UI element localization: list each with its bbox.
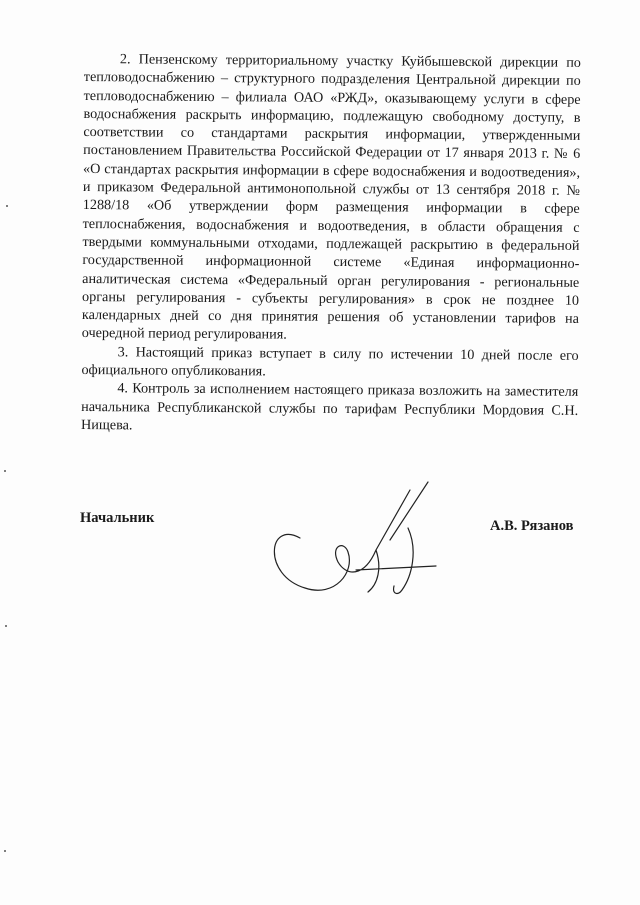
paragraph-4: 4. Контроль за исполнением настоящего приказа возложить на заместителя начальника Республиканской службы по тарифам Республики Мордовия С.Н. Нищева. <box>80 380 579 434</box>
scan-artifact <box>4 850 6 852</box>
document-body <box>81 50 581 438</box>
scan-artifact <box>5 625 7 627</box>
signer-title: Начальник <box>80 510 155 526</box>
scan-artifact <box>4 470 6 472</box>
handwritten-signature <box>260 480 500 610</box>
scan-artifact <box>6 205 8 207</box>
paragraph-3: 3. Настоящий приказ вступает в силу по истечении 10 дней после его официального опубликования. <box>81 344 579 380</box>
signature-block <box>80 498 590 618</box>
signer-name: А.В. Рязанов <box>490 518 574 534</box>
paragraph-2: 2. Пензенскому территориальному участку Куйбышевской дирекции по тепловодоснабжению – структурного подразделения Центральной дирекции по тепловодоснабжению – филиала ОАО «РЖД», оказывающему услуги в сфере водоснабжения раскрыть информацию, подлежащую свободному доступу, в соответствии со стандартами раскрытия информации, утвержденными постановлением Правительства Российской Федерации от 17 января 2013 г. № 6 «О стандартах раскрытия информации в сфере водоснабжения и водоотведения», и приказом Федеральной антимонопольной службы от 13 сентября 2018 г. № 1288/18 «Об утверждении форм размещения информации в сфере теплоснабжения, водоснабжения и водоотведения, в области обращения с твердыми коммунальными отходами, подлежащей раскрытию в федеральной государственной информационной системе «Единая информационно-аналитическая система «Федеральный орган регулирования - региональные органы регулирования - субъекты регулирования» в срок не позднее 10 календарных дней со дня принятия решения об установлении тарифов на очередной период регулирования. <box>81 51 581 344</box>
